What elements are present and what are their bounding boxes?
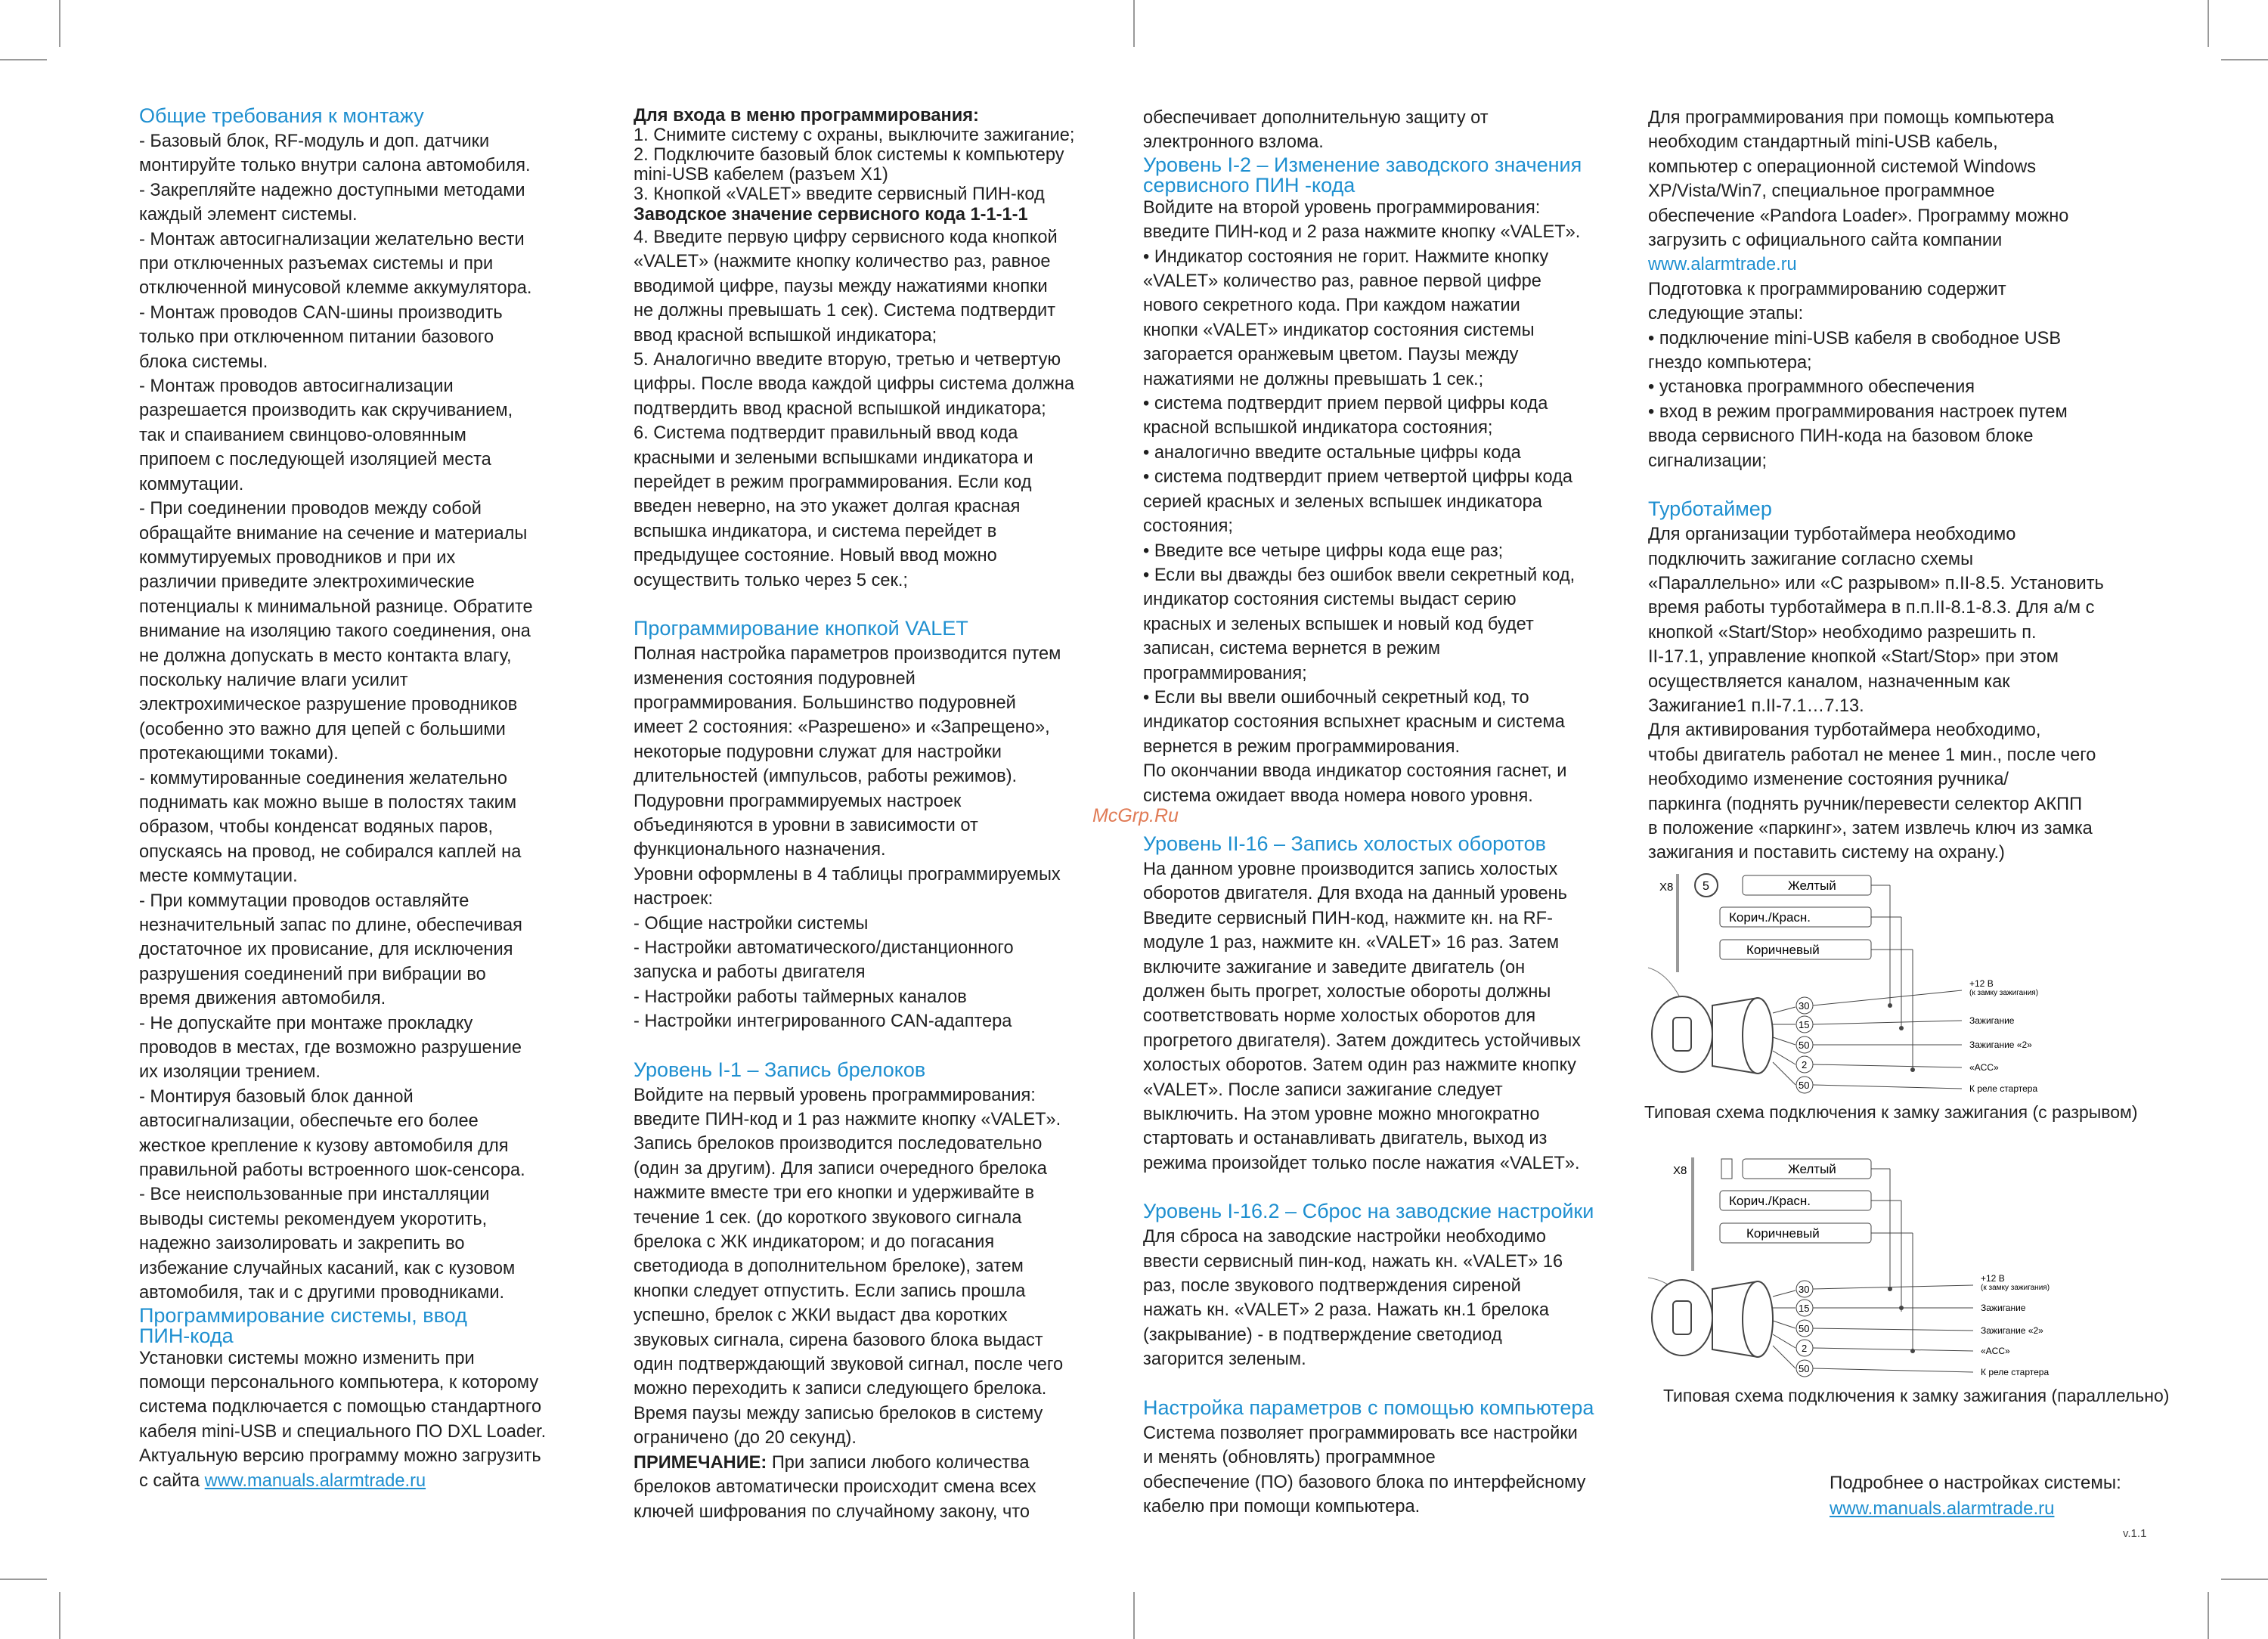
text-level-1-1: Войдите на первый уровень программирования: введите ПИН-код и 1 раз нажмите кнопку «VALET». Запись брелоков производится последовательно (один за другим). Для записи очередного брелока нажмите вместе три его кнопки и удерживайте в течение 1 сек. (до короткого звукового сигнала брелока с ЖК индикатором; и до погасания светодиода в дополнительном брелоке), затем кнопки следует отпустить. Если запись прошла успешно, брелок с ЖКИ выдаст два коротких звуковых сигнала, сирена базового блока выдаст один подтверждающий звуковой сигнал, после чего можно переходить к записи следующего брелока. Время паузы между записью брелоков в систему ограничено (до 20 секунд). [634, 1085, 1064, 1448]
factory-code: Заводское значение сервисного кода 1-1-1-1 [634, 205, 1028, 225]
wire-brown: Коричневый [1746, 1226, 1820, 1241]
text-mounting: - Базовый блок, RF-модуль и доп. датчики монтируйте только внутри салона автомобиля. - Закрепляйте надежно доступными методами каждый элемент системы. - Монтаж автосигнализации желательно вести при отключенных разъемах системы и при отключенной минусовой клемме аккумулятора. - Монтаж проводов CAN-шины производить только при отключенном питании базового блока системы. - Монтаж проводов автосигнализации разрешается производить как скручиванием, так и спаиванием свинцово-оловянным припоем с последующей изоляцией места коммутации. - При соединении проводов между собой обращайте внимание на сечение и материалы коммутируемых проводников и при их различии приведите электрохимические потенциалы к минимальной разнице. Обратите внимание на изоляцию такого соединения, она не должна допускать в место контакта влагу, поскольку наличие влаги усилит электрохимическое разрушение проводников (особенно это важно для цепей с большими протекающими токами). - коммутированные соединения желательно поднимать как можно выше в полостях таким образом, чтобы конденсат водяных паров, опускаясь на провод, не собирался каплей на месте коммутации. - При коммутации проводов оставляйте незначительный запас по длине, обеспечивая достаточное их провисание, для исключения разрушения соединений при вибрации во время движения автомобиля. - Не допускайте при монтаже прокладку проводов в местах, где возможно разрушение их изоляции трением. - Монтируя базовый блок данной автосигнализации, обеспечьте его более жесткое крепление к кузову автомобиля для правильной работы встроенного шок-сенсора. - Все неиспользованные при инсталляции выводы системы рекомендуем укоротить, надежно заизолировать и закрепить во избежание случайных касаний, как с кузовом автомобиля, так и с другими проводниками. [139, 132, 533, 1303]
svg-text:50: 50 [1799, 1363, 1810, 1374]
text-prep-steps: Подготовка к программированию содержит следующие этапы: • подключение mini-USB кабеля в свободное USB гнездо компьютера; • установка программного обеспечения • вход в режим программирования настроек путем ввода сервисного ПИН-кода на базовом блоке сигнализации; [1648, 279, 2068, 471]
text-pin-programming: Установки системы можно изменить при помощи персонального компьютера, к которому система подключается с помощью стандартного кабеля mini-USB и специального ПО DXL Loader. Актуальную версию программу можно загрузить с сайта www.manuals.alarmtrade.ru [139, 1348, 547, 1491]
svg-text:15: 15 [1799, 1019, 1810, 1030]
heading-level-1-16-2: Уровень I-16.2 – Сброс на заводские настройки [1143, 1200, 1594, 1223]
column-3 [1143, 106, 1612, 1519]
heading-level-2-16: Уровень II-16 – Запись холостых оборотов [1143, 832, 1546, 855]
svg-text:2: 2 [1802, 1343, 1808, 1354]
footer-manuals-link[interactable]: www.manuals.alarmtrade.ru [1830, 1498, 2055, 1519]
text-valet: Полная настройка параметров производится путем изменения состояния подуровней программирования. Большинство подуровней имеет 2 состояния: «Разрешено» и «Запрещено», некоторые подуровни служат для настройки длительностей (импульсов, работы режимов). Подуровни программируемых настроек объединяются в уровни в зависимости от функционального назначения. Уровни оформлены в 4 таблицы программируемых настроек: - Общие настройки системы - Настройки автоматического/дистанционного запуска и работы двигателя - Настройки работы таймерных каналов - Настройки интегрированного CAN-адаптера [634, 644, 1061, 1032]
wire-yellow: Желтый [1788, 1162, 1836, 1176]
pin-number: 5 [1703, 880, 1709, 893]
text-level-2-16: На данном уровне производится запись холостых оборотов двигателя. Для входа на данный уровень Введите сервисный ПИН-код, нажмите кн. на RF- модуле 1 раз, нажмите кн. «VALET» 16 раз. Затем включите зажигание и заведите двигатель (он должен быть прогрет, холостые обороты должны соответствовать норме холостых оборотов для прогретого двигателя). Затем дождитесь устойчивых холостых оборотов. Затем один раз нажмите кнопку «VALET». После записи зажигание следует выключить. На этом уровне можно многократно стартовать и останавливать двигатель, выход из режима произойдет только после нажатия «VALET». [1143, 859, 1581, 1173]
svg-text:«ACC»: «ACC» [1981, 1346, 2010, 1356]
heading-turbotimer: Турботаймер [1648, 497, 1772, 521]
crop-mark [2208, 0, 2209, 47]
column-1 [139, 106, 593, 1493]
menu-steps-4-6: 4. Введите первую цифру сервисного кода кнопкой «VALET» (нажмите кнопку количество раз, равное вводимой цифре, паузы между нажатиями кнопки не должны превышать 1 сек). Система подтвердит ввод красной вспышкой индикатора; 5. Аналогично введите вторую, третью и четвертую цифры. После ввода каждой цифры система должна подтвердить ввод красной вспышкой индикатора; 6. Система подтвердит правильный ввод кода красными и зелеными вспышками индикатора и перейдет в режим программирования. Если код введен неверно, на это укажет долгая красная вспышка индикатора, и система перейдет в предыдущее состояние. Новый ввод можно осуществить только через 5 сек.; [634, 228, 1074, 590]
crop-mark [0, 59, 47, 60]
heading-level-1-2: Уровень I-2 – Изменение заводского значения сервисного ПИН -кода [1143, 153, 1582, 197]
wire-yellow: Желтый [1788, 878, 1836, 893]
text-protection: обеспечивает дополнительную защиту от электронного взлома. [1143, 108, 1489, 153]
svg-text:2: 2 [1802, 1059, 1808, 1070]
svg-text:15: 15 [1799, 1303, 1810, 1314]
heading-pin-programming: Программирование системы, ввод ПИН-кода [139, 1303, 467, 1347]
crop-mark [59, 1592, 60, 1639]
heading-level-1-1: Уровень I-1 – Запись брелоков [634, 1058, 926, 1081]
svg-text:Зажигание: Зажигание [1981, 1303, 2026, 1313]
wire-brown-red: Корич./Красн. [1729, 1194, 1811, 1208]
svg-text:Зажигание «2»: Зажигание «2» [1969, 1039, 2032, 1050]
heading-pc-setup: Настройка параметров с помощью компьютера [1143, 1396, 1594, 1419]
svg-text:Зажигание «2»: Зажигание «2» [1981, 1325, 2043, 1336]
footer-text: Подробнее о настройках системы: [1830, 1473, 2121, 1493]
footer-note [1830, 1470, 2121, 1522]
svg-text:(к замку зажигания): (к замку зажигания) [1969, 989, 2039, 997]
heading-mounting: Общие требования к монтажу [139, 104, 424, 127]
svg-text:(к замку зажигания): (к замку зажигания) [1981, 1284, 2050, 1292]
version-label: v.1.1 [2123, 1527, 2147, 1540]
crop-mark [2208, 1592, 2209, 1639]
diagram-caption-break: Типовая схема подключения к замку зажигания (с разрывом) [1644, 1102, 2138, 1122]
svg-text:+12 В: +12 В [1981, 1273, 2005, 1284]
crop-mark [2221, 59, 2268, 60]
crop-mark [59, 0, 60, 47]
crop-mark [2221, 1579, 2268, 1580]
svg-text:К реле стартера: К реле стартера [1981, 1367, 2050, 1377]
wiring-diagram-break-svg [1644, 869, 2174, 1096]
column-2 [634, 106, 1102, 1524]
connector-label: X8 [1673, 1164, 1687, 1177]
diagram-caption-parallel: Типовая схема подключения к замку зажигания (параллельно) [1663, 1386, 2170, 1405]
wiring-diagram-break [1644, 869, 2174, 1123]
menu-entry-title: Для входа в меню программирования: [634, 106, 979, 125]
wire-brown-red: Корич./Красн. [1729, 910, 1811, 925]
text-level-1-2: Войдите на второй уровень программирования: введите ПИН-код и 2 раза нажмите кнопку «VALET». • Индикатор состояния не горит. Нажмите кнопку «VALET» количество раз, равное первой цифре нового секретного кода. При каждом нажатии кнопки «VALET» индикатор состояния системы загорается оранжевым цветом. Паузы между нажатиями не должны превышать 1 сек.; • система подтвердит прием первой цифры кода красной вспышкой индикатора состояния; • аналогично введите остальные цифры кода • система подтвердит прием четвертой цифры кода серией красных и зеленых вспышек индикатора состояния; • Введите все четыре цифры кода еще раз; • Если вы дважды без ошибок ввели секретный код, индикатор состояния системы выдаст серию красных и зеленых вспышек и новый код будет записан, система вернется в режим программирования; • Если вы ввели ошибочный секретный код, то индикатор состояния вспыхнет красным и система вернется в режим программирования. По окончании ввода индикатор состояния гаснет, и система ожидает ввода номера нового уровня. [1143, 197, 1581, 806]
svg-text:Зажигание: Зажигание [1969, 1015, 2015, 1026]
text-level-1-16-2: Для сброса на заводские настройки необходимо ввести сервисный пин-код, нажать кн. «VALET» 16 раз, после звукового подтверждения сиреной нажать кн. «VALET» 2 раза. Нажать кн.1 брелока (закрывание) - в подтверждение светодиод загорится зеленым. [1143, 1227, 1563, 1370]
svg-text:30: 30 [1799, 1284, 1810, 1295]
svg-text:50: 50 [1799, 1323, 1810, 1334]
wire-brown: Коричневый [1746, 943, 1820, 957]
manuals-link[interactable]: www.manuals.alarmtrade.ru [204, 1470, 426, 1491]
note: ПРИМЕЧАНИЕ: При записи любого количества брелоков автоматически происходит смена всех ключей шифрования по случайному закону, что [634, 1452, 1036, 1522]
text-turbotimer: Для организации турботаймера необходимо подключить зажигание согласно схемы «Параллельно» или «С разрывом» п.II-8.5. Установить время работы турботаймера в п.п.II-8.1-8.3. Для а/м с кнопкой «Start/Stop» необходимо разрешить п. II-17.1, управление кнопкой «Start/Stop» при этом осуществляется каналом, назначенным как Зажигание1 п.II-7.1…7.13. Для активирования турботаймера необходимо, чтобы двигатель работал не менее 1 мин., после чего необходимо изменение состояния ручника/ паркинга (поднять ручник/перевести селектор АКПП в положение «паркинг», затем извлечь ключ из замка зажигания и поставить систему на охрану.) [1648, 525, 2104, 863]
svg-text:50: 50 [1799, 1039, 1810, 1051]
text-pc-requirements: Для программирования при помощь компьютера необходим стандартный mini-USB кабель, компьютер с операционной системой Windows XP/Vista/Win7, специальное программное обеспечение «Pandora Loader». Программу можно загрузить с официального сайта компании [1648, 108, 2069, 251]
svg-text:«ACC»: «ACC» [1969, 1062, 1999, 1073]
connector-label: X8 [1659, 881, 1674, 894]
wiring-diagram-parallel-svg [1644, 1153, 2174, 1380]
crop-mark [0, 1579, 47, 1580]
wiring-diagram-parallel [1644, 1153, 2174, 1407]
menu-steps-1-3: 1. Снимите систему с охраны, выключите зажигание; 2. Подключите базовый блок системы к компьютеру mini-USB кабелем (разъем X1) 3. Кнопкой «VALET» введите сервисный ПИН-код [634, 125, 1075, 204]
watermark: McGrp.Ru [1092, 805, 1179, 826]
heading-valet: Программирование кнопкой VALET [634, 617, 968, 640]
svg-text:+12 В: +12 В [1969, 978, 1994, 989]
column-4 [1648, 106, 2162, 866]
fold-mark [1133, 1592, 1135, 1639]
svg-text:30: 30 [1799, 1000, 1810, 1012]
svg-text:К реле стартера: К реле стартера [1969, 1083, 2038, 1094]
fold-mark [1133, 0, 1135, 47]
alarmtrade-link[interactable]: www.alarmtrade.ru [1648, 255, 1797, 275]
text-pc-setup: Система позволяет программировать все настройки и менять (обновлять) программное обеспечение (ПО) базового блока по интерфейсному кабелю при помощи компьютера. [1143, 1423, 1586, 1517]
svg-text:50: 50 [1799, 1080, 1810, 1091]
